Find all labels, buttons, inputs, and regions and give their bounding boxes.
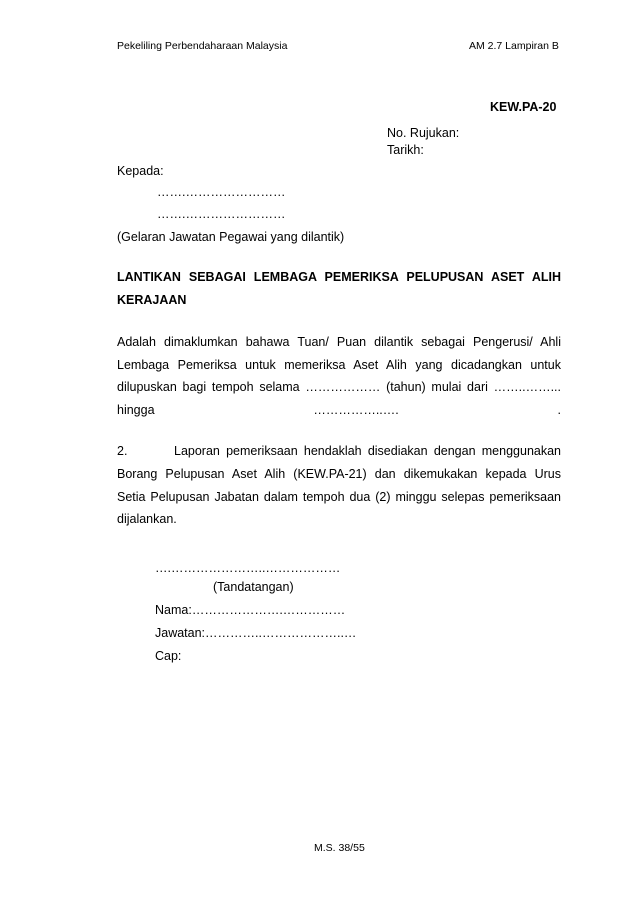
name-field: Nama:………………….…………… <box>155 603 346 617</box>
signature-line: ….…………………..……………… <box>155 561 341 575</box>
recipient-line-1: …….…………………… <box>157 185 286 199</box>
paragraph-2-line-3: Setia Pelupusan Jabatan dalam tempoh dua (2) minggu selepas pemeriksaan <box>117 489 561 504</box>
paragraph-2-line-2: Borang Pelupusan Aset Alih (KEW.PA-21) dan dikemukakan kepada Urus <box>117 467 561 481</box>
reference-number-label: No. Rujukan: <box>387 126 460 140</box>
paragraph-1 <box>117 331 561 421</box>
title-line-1: LANTIKAN SEBAGAI LEMBAGA PEMERIKSA PELUPUSAN ASET ALIH <box>117 270 561 284</box>
recipient-designation: (Gelaran Jawatan Pegawai yang dilantik) <box>117 230 345 244</box>
recipient-line-2: …….…………………… <box>157 207 286 221</box>
signature-caption: (Tandatangan) <box>213 580 294 594</box>
header-left: Pekeliling Perbendaharaan Malaysia <box>117 40 288 52</box>
paragraph-1-line-3: dilupuskan bagi tempoh selama ……………… (tahun) mulai dari ……..……... <box>117 380 561 394</box>
paragraph-1-line-2: Lembaga Pemeriksa untuk memeriksa Aset Alih yang dicadangkan untuk <box>117 357 561 372</box>
paragraph-2-line-4: dijalankan. <box>117 512 177 526</box>
paragraph-2-line-1: Laporan pemeriksaan hendaklah disediakan dengan menggunakan <box>174 444 561 458</box>
paragraph-1-line-1: Adalah dimaklumkan bahawa Tuan/ Puan dilantik sebagai Pengerusi/ Ahli <box>117 335 561 349</box>
paragraph-2 <box>117 463 561 531</box>
paragraph-2-number: 2. <box>117 444 128 458</box>
recipient-label: Kepada: <box>117 164 164 178</box>
position-field: Jawatan:…………..………………..… <box>155 626 357 640</box>
title-line-2: KERAJAAN <box>117 292 187 307</box>
paragraph-1-line-4: hingga ……………..…. . <box>117 402 561 417</box>
stamp-field: Cap: <box>155 649 182 663</box>
page-number: M.S. 38/55 <box>314 842 365 854</box>
form-code: KEW.PA-20 <box>490 100 557 114</box>
date-label: Tarikh: <box>387 143 424 157</box>
document-title <box>117 266 561 311</box>
header-right: AM 2.7 Lampiran B <box>469 40 559 52</box>
